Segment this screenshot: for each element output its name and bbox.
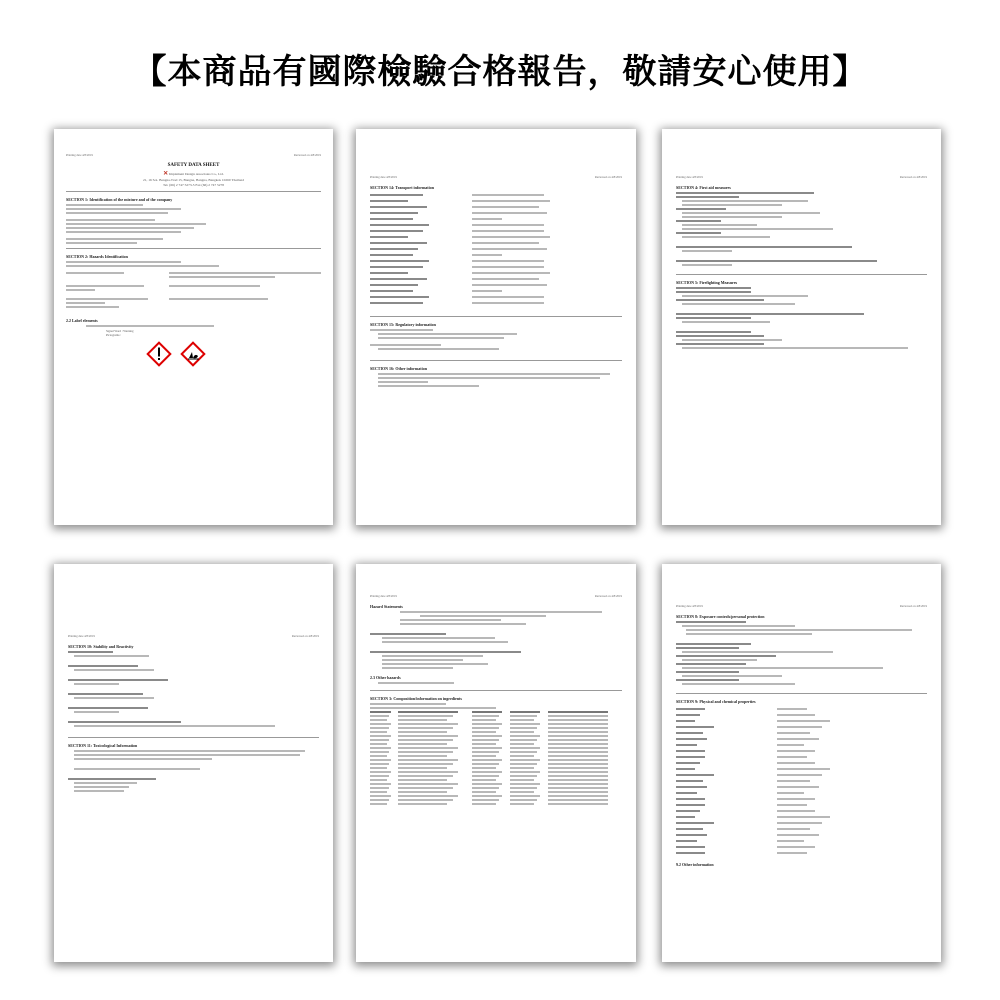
- text-line: [676, 287, 751, 289]
- text-line: [68, 679, 168, 681]
- text-line: [68, 707, 148, 709]
- sds-page-6: [662, 564, 941, 962]
- table-cell: [398, 723, 458, 725]
- text-line: [676, 671, 739, 673]
- table-cell: [398, 739, 452, 741]
- table-cell: [398, 771, 458, 773]
- table-cell: [472, 783, 502, 785]
- table-cell: [472, 803, 496, 805]
- table-cell: [398, 779, 447, 781]
- table-cell: [472, 739, 499, 741]
- section-heading: SECTION 4: First aid measures: [676, 185, 731, 190]
- printing-date: Printing date 4/8/2019: [676, 175, 703, 179]
- text-line: [676, 663, 746, 665]
- table-cell: [370, 727, 389, 729]
- text-line: [68, 693, 143, 695]
- table-cell: [548, 759, 608, 761]
- page-header: [676, 604, 927, 608]
- section-heading: SECTION 10: Stability and Reactivity: [68, 644, 134, 649]
- table-cell: [398, 731, 447, 733]
- table-cell: [548, 719, 608, 721]
- table-cell: [370, 775, 389, 777]
- table-cell: [510, 791, 534, 793]
- table-cell: [398, 783, 458, 785]
- table-cell: [510, 739, 537, 741]
- reviewed-date: Reviewed on 4/8/2019: [899, 604, 927, 608]
- table-cell: [548, 763, 608, 765]
- section-heading: SECTION 14: Transport information: [370, 185, 434, 190]
- text-line: [682, 264, 732, 266]
- table-cell: [548, 715, 608, 717]
- table-cell: [370, 719, 387, 721]
- text-line: [68, 721, 181, 723]
- table-cell: [510, 775, 537, 777]
- page-headline: 【本商品有國際檢驗合格報告，敬請安心使用】: [132, 52, 868, 92]
- table-cell: [398, 711, 458, 713]
- table-cell: [472, 735, 502, 737]
- table-cell: [510, 783, 540, 785]
- table-cell: [548, 799, 608, 801]
- table-cell: [398, 775, 452, 777]
- table-cell: [548, 731, 608, 733]
- table-cell: [472, 743, 496, 745]
- text-line: [676, 192, 814, 194]
- section-heading: SECTION 8: Exposure controls/personal protection: [676, 614, 765, 619]
- text-line: [676, 679, 739, 681]
- document-title: SAFETY DATA SHEET: [167, 163, 220, 168]
- text-line: [74, 655, 149, 657]
- table-cell: [548, 735, 608, 737]
- table-cell: [510, 787, 537, 789]
- table-cell: [548, 787, 608, 789]
- table-cell: [398, 747, 458, 749]
- table-cell: [472, 731, 496, 733]
- table-cell: [370, 711, 391, 713]
- text-line: [682, 236, 770, 238]
- text-line: [382, 667, 453, 669]
- table-cell: [510, 731, 534, 733]
- label-elements-heading: 2.2 Label elements: [66, 318, 98, 323]
- reviewed-date: Reviewed on 4/8/2019: [293, 153, 321, 157]
- page-header: [66, 153, 321, 157]
- table-cell: [398, 755, 447, 757]
- table-cell: [370, 795, 391, 797]
- section-heading: SECTION 5: Firefighting Measures: [676, 280, 738, 285]
- table-cell: [510, 779, 534, 781]
- text-line: [68, 651, 113, 653]
- table-cell: [510, 743, 534, 745]
- table-cell: [370, 779, 387, 781]
- table-cell: [370, 759, 391, 761]
- company-address: 21, 16 Soi. Bangna-Trad 15, Bangna, Bangna, Bangkok 10260 Thailand: [143, 178, 244, 182]
- text-line: [682, 347, 908, 349]
- text-line: [676, 643, 751, 645]
- printing-date: Printing date 4/8/2019: [68, 634, 95, 638]
- text-line: [682, 303, 795, 305]
- text-line: [74, 750, 305, 752]
- table-cell: [370, 767, 387, 769]
- table-cell: [510, 755, 534, 757]
- text-line: [682, 683, 795, 685]
- text-line: [676, 655, 776, 657]
- text-line: [682, 212, 820, 214]
- text-line: [74, 697, 154, 699]
- text-line: [676, 260, 877, 262]
- composition-table: [370, 711, 622, 805]
- sds-page-2: [356, 129, 636, 525]
- text-line: [400, 623, 526, 625]
- text-line: [74, 782, 137, 784]
- table-cell: [548, 739, 608, 741]
- text-line: [682, 200, 808, 202]
- table-cell: [548, 775, 608, 777]
- table-cell: [548, 711, 608, 713]
- text-line: [382, 663, 488, 665]
- text-line: [676, 291, 751, 293]
- table-cell: [398, 727, 452, 729]
- text-line: [682, 250, 732, 252]
- text-line: [682, 216, 782, 218]
- table-cell: [510, 735, 540, 737]
- table-cell: [548, 795, 608, 797]
- text-line: [370, 651, 521, 653]
- text-line: [370, 633, 446, 635]
- text-line: [420, 615, 546, 617]
- table-cell: [548, 755, 608, 757]
- text-line: [74, 683, 119, 685]
- table-cell: [472, 723, 502, 725]
- text-line: [74, 669, 154, 671]
- text-line: [676, 299, 764, 301]
- text-line: [74, 790, 124, 792]
- table-cell: [510, 799, 537, 801]
- section-heading: SECTION 11: Toxicological Information: [68, 743, 138, 748]
- sds-page-3: [662, 129, 941, 525]
- table-cell: [398, 751, 452, 753]
- table-cell: [548, 743, 608, 745]
- table-cell: [472, 759, 502, 761]
- company-tel: Tel. (66) 2 747 5273-5 Fax (66) 2 747 5278: [163, 183, 224, 187]
- text-line: [400, 619, 501, 621]
- table-cell: [472, 719, 496, 721]
- table-cell: [548, 783, 608, 785]
- table-cell: [472, 795, 502, 797]
- table-cell: [472, 767, 496, 769]
- company-name: ✕ Implement Design Associates Co., Ltd.: [163, 171, 224, 177]
- table-cell: [548, 771, 608, 773]
- table-cell: [510, 763, 537, 765]
- text-line: [676, 196, 739, 198]
- table-cell: [472, 771, 502, 773]
- table-cell: [398, 759, 458, 761]
- page-header: [68, 634, 319, 638]
- table-cell: [510, 771, 540, 773]
- section-heading: 2.3 Other hazards: [370, 675, 401, 680]
- table-cell: [370, 747, 391, 749]
- text-line: [682, 321, 770, 323]
- text-line: [682, 651, 833, 653]
- table-cell: [398, 743, 447, 745]
- reviewed-date: Reviewed on 4/8/2019: [899, 175, 927, 179]
- text-line: [676, 208, 726, 210]
- table-cell: [548, 751, 608, 753]
- table-cell: [472, 751, 499, 753]
- text-line: [676, 621, 746, 623]
- table-cell: [548, 791, 608, 793]
- table-cell: [370, 715, 389, 717]
- table-cell: [472, 755, 496, 757]
- table-cell: [548, 767, 608, 769]
- text-line: [686, 633, 812, 635]
- table-cell: [398, 767, 447, 769]
- section-heading: Hazard Statements: [370, 604, 403, 609]
- table-cell: [398, 799, 452, 801]
- text-line: [682, 339, 782, 341]
- text-line: [676, 343, 764, 345]
- table-cell: [398, 787, 452, 789]
- printing-date: Printing date 4/8/2019: [370, 594, 397, 598]
- signal-word-row: Signal Word : Warning: [106, 329, 134, 333]
- table-cell: [472, 763, 499, 765]
- table-cell: [370, 743, 387, 745]
- text-line: [68, 665, 138, 667]
- table-cell: [548, 747, 608, 749]
- text-line: [682, 659, 757, 661]
- text-line: [400, 611, 602, 613]
- table-cell: [398, 763, 452, 765]
- table-cell: [370, 731, 387, 733]
- section-heading: SECTION 15: Regulatory information: [370, 322, 436, 327]
- text-line: [74, 758, 212, 760]
- section-heading: SECTION 2: Hazards Identification: [66, 254, 128, 259]
- table-cell: [510, 719, 534, 721]
- text-line: [676, 220, 721, 222]
- table-cell: [472, 779, 496, 781]
- table-cell: [548, 727, 608, 729]
- exclamation-mark-pictogram-icon: [146, 341, 172, 367]
- pictograms-label: Pictograms :: [106, 333, 122, 337]
- table-cell: [510, 747, 540, 749]
- ghs-pictograms: [146, 341, 321, 367]
- text-line: [74, 786, 129, 788]
- table-cell: [370, 787, 389, 789]
- table-cell: [398, 791, 447, 793]
- table-cell: [472, 775, 499, 777]
- table-cell: [510, 727, 537, 729]
- table-cell: [548, 723, 608, 725]
- section-heading: SECTION 16: Other information: [370, 366, 427, 371]
- text-line: [68, 778, 156, 780]
- text-line: [676, 331, 751, 333]
- table-cell: [472, 787, 499, 789]
- table-cell: [472, 715, 499, 717]
- page-header: [370, 594, 622, 598]
- sds-page-1: [54, 129, 333, 525]
- text-line: [74, 754, 300, 756]
- table-cell: [472, 791, 496, 793]
- text-line: [682, 667, 883, 669]
- text-line: [382, 659, 463, 661]
- table-cell: [510, 723, 540, 725]
- table-cell: [398, 715, 452, 717]
- text-line: [686, 629, 912, 631]
- printing-date: Printing date 4/8/2019: [66, 153, 93, 157]
- table-row: [676, 850, 927, 856]
- printing-date: Printing date 4/8/2019: [370, 175, 397, 179]
- text-line: [682, 625, 795, 627]
- page-header: [370, 175, 622, 179]
- text-line: [676, 317, 751, 319]
- table-cell: [370, 763, 389, 765]
- table-cell: [510, 803, 534, 805]
- table-cell: [510, 767, 534, 769]
- printing-date: Printing date 4/8/2019: [676, 604, 703, 608]
- table-cell: [472, 727, 499, 729]
- text-line: [74, 725, 275, 727]
- text-line: [682, 675, 782, 677]
- table-cell: [510, 795, 540, 797]
- text-line: [682, 204, 782, 206]
- text-line: [676, 647, 739, 649]
- table-cell: [510, 751, 537, 753]
- text-line: [676, 232, 721, 234]
- text-line: [382, 637, 495, 639]
- table-cell: [398, 803, 447, 805]
- section-heading: 9.2 Other information: [676, 862, 714, 867]
- table-cell: [510, 711, 540, 713]
- table-row: [370, 300, 622, 306]
- environment-hazard-pictogram-icon: [180, 341, 206, 367]
- table-cell: [370, 755, 387, 757]
- table-cell: [370, 735, 391, 737]
- table-cell: [548, 779, 608, 781]
- reviewed-date: Reviewed on 4/8/2019: [291, 634, 319, 638]
- table-cell: [548, 803, 608, 805]
- text-line: [682, 295, 808, 297]
- table-cell: [510, 715, 537, 717]
- table-cell: [370, 803, 387, 805]
- text-line: [382, 641, 508, 643]
- text-line: [682, 224, 757, 226]
- table-cell: [370, 751, 389, 753]
- table-cell: [472, 747, 502, 749]
- text-line: [676, 246, 852, 248]
- sds-page-5: [356, 564, 636, 962]
- reviewed-date: Reviewed on 4/8/2019: [594, 594, 622, 598]
- text-line: [682, 228, 833, 230]
- table-cell: [510, 759, 540, 761]
- table-cell: [472, 711, 502, 713]
- text-line: [74, 768, 200, 770]
- table-cell: [370, 783, 391, 785]
- sds-page-4: [54, 564, 333, 962]
- section-heading: SECTION 1: Identification of the mixture and of the company: [66, 197, 173, 202]
- text-line: [676, 313, 864, 315]
- table-cell: [398, 719, 447, 721]
- table-cell: [472, 799, 499, 801]
- table-cell: [370, 723, 391, 725]
- text-line: [676, 335, 764, 337]
- text-line: [74, 711, 119, 713]
- table-cell: [370, 799, 389, 801]
- table-cell: [398, 735, 458, 737]
- table-cell: [370, 771, 391, 773]
- table-cell: [370, 791, 387, 793]
- section-heading: SECTION 3: Composition/information on ingredients: [370, 696, 462, 701]
- company-logo-icon: ✕: [163, 171, 169, 177]
- reviewed-date: Reviewed on 4/8/2019: [594, 175, 622, 179]
- table-cell: [398, 795, 458, 797]
- section-heading: SECTION 9: Physical and chemical properties: [676, 699, 756, 704]
- page-header: [676, 175, 927, 179]
- text-line: [382, 655, 483, 657]
- table-cell: [370, 739, 389, 741]
